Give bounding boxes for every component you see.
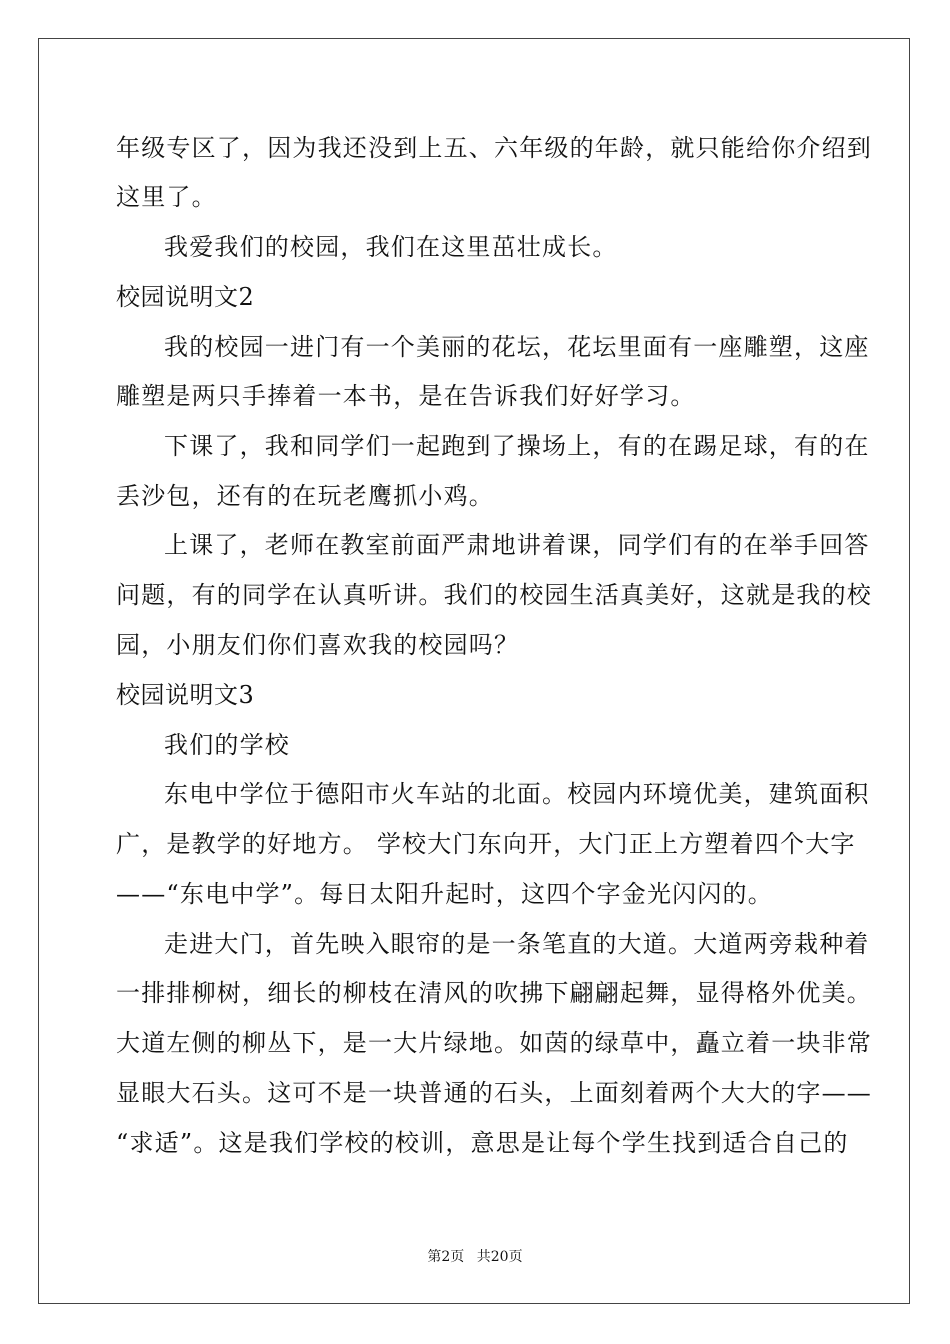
page-total: 共20页: [476, 1249, 523, 1265]
essay-title: 我们的学校: [164, 731, 290, 759]
paragraph-line: 显眼大石头。这可不是一块普通的石头，上面刻着两个大大的字——: [116, 1079, 872, 1107]
paragraph-line: 我爱我们的校园，我们在这里茁壮成长。: [164, 233, 618, 261]
paragraph-line: 年级专区了，因为我还没到上五、六年级的年龄，就只能给你介绍到: [116, 134, 872, 162]
paragraph-line: 东电中学位于德阳市火车站的北面。校园内环境优美，建筑面积: [164, 780, 870, 808]
paragraph-line: 一排排柳树，细长的柳枝在清风的吹拂下翩翩起舞，显得格外优美。: [116, 979, 872, 1007]
paragraph-line: 雕塑是两只手捧着一本书，是在告诉我们好好学习。: [116, 382, 696, 410]
page-footer: [0, 1246, 950, 1266]
paragraph-line: 这里了。: [116, 183, 217, 211]
paragraph-line: 大道左侧的柳丛下，是一大片绿地。如茵的绿草中，矗立着一块非常: [116, 1029, 872, 1057]
paragraph-line: 上课了，老师在教室前面严肃地讲着课，同学们有的在举手回答: [164, 531, 870, 559]
paragraph-line: 园，小朋友们你们喜欢我的校园吗？: [116, 631, 520, 659]
section-heading: 校园说明文2: [116, 283, 255, 311]
section-heading: 校园说明文3: [116, 681, 255, 709]
paragraph-line: 问题，有的同学在认真听讲。我们的校园生活真美好，这就是我的校: [116, 581, 872, 609]
paragraph-line: 下课了，我和同学们一起跑到了操场上，有的在踢足球，有的在: [164, 432, 870, 460]
paragraph-line: 丢沙包，还有的在玩老鹰抓小鸡。: [116, 482, 494, 510]
paragraph-line: 广，是教学的好地方。 学校大门东向开，大门正上方塑着四个大字: [116, 830, 856, 858]
paragraph-line: “求适”。这是我们学校的校训，意思是让每个学生找到适合自己的: [116, 1129, 849, 1157]
page-number: 第2页: [427, 1249, 465, 1265]
paragraph-line: ——“东电中学”。每日太阳升起时，这四个字金光闪闪的。: [116, 880, 773, 908]
paragraph-line: 走进大门，首先映入眼帘的是一条笔直的大道。大道两旁栽种着: [164, 930, 870, 958]
paragraph-line: 我的校园一进门有一个美丽的花坛，花坛里面有一座雕塑，这座: [164, 333, 870, 361]
